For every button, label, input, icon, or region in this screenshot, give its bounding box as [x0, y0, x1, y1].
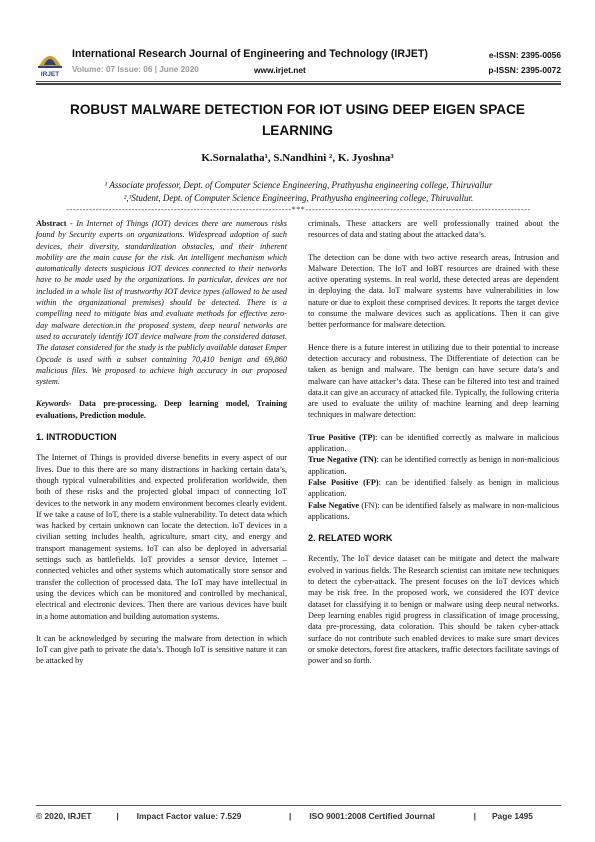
definition-true-negative: [308, 454, 559, 477]
footer-impact-factor: Impact Factor value: 7.529: [136, 811, 242, 821]
definition-label: False Positive (FP): [308, 477, 379, 487]
abstract-text: In Internet of Things (IOT) devices there are numerous risks found by Security experts on organizations. Widespread adoption of such devices, their diversity, standardization obstacles, and their inherent mobility are the main cause for the risk. An intelligent mechanism which automatically detects suspicious IOT devices connected to their networks have to be made used by the organizations. In particular, devices are not included in a whole list of trustworthy IOT device types (allowed to be used within the organizational premises) should be detected. There is a compelling need to mitigate bias and evaluate methods for effective zero-day malware detection.in the proposed system, deep neural networks are used to accurately identify IOT device malware from the considered dataset. The dataset considered for the study is the publicly available dataset Emper Opcode is used with a subset containing 70,410 benign and 69,860 malicious files. We proposed to achieve high accuracy in our proposed system.: [36, 219, 287, 387]
page-footer: [36, 811, 561, 821]
keywords: [36, 398, 287, 421]
paper-authors: K.Sornalatha¹, S.Nandhini ², K. Jyoshna³: [201, 152, 394, 164]
footer-divider: |: [116, 811, 119, 821]
abstract: [36, 218, 287, 387]
abstract-label: Abstract -: [36, 219, 73, 228]
intro-paragraph: It can be acknowledged by securing the malware from detection in which IoT can give path to private the data’s. Though IoT is sensitive nature it can be attacked by: [36, 633, 287, 666]
footer-iso: ISO 9001:2008 Certified Journal: [309, 811, 435, 821]
definition-false-negative: [308, 500, 559, 523]
affiliations: [36, 179, 561, 205]
header-rule-thick: [36, 83, 561, 85]
p-issn: p-ISSN: 2395-0072: [488, 65, 561, 75]
footer-divider: |: [473, 811, 476, 821]
definition-false-positive: [308, 477, 559, 500]
footer-rule: [36, 805, 561, 806]
body-paragraph: criminals. These attackers are well professionally trained about the resources of data and stating about the attacked data’s.: [308, 219, 559, 240]
intro-paragraph: The Internet of Things is provided diverse benefits in every aspect of our lives. Due to this there are so many distractions in hacking certain data’s, though typical vulnerabilities and expected proliferation worldwide, then both of these risks and the projected global impact of connecting IoT devices to the network in any modern environment becomes clearly evident. If we take a cause of IoT, there is a stable vulnerability. To detect data which was hacked by certain unknown can locate the detection. IoT devices in a civilian setting includes health, agriculture, smart city, and energy and transport management systems. IoT can also be deployed in adversarial settings such as battlefields. IoT provides a sensor device, Internet –connected vehicles and other systems which automatically store sensor and transfer the collection of processed data. The IoT may have intellectual in using the devices which can be monitored and controlled by mechanical, electrical and electronic devices. Then there are various devices have built in a home automation and building automation systems.: [36, 453, 287, 621]
related-work-paragraph: Recently, The IoT device dataset can be mitigate and detect the malware evolved in various fields. The Research scientist can imitate new techniques to detect the cyber-attack. The present focuses on the IoT devices which may be risk free. In the proposed work, we considered the IOT device dataset for classifying it to benign or malware using deep neural networks. Deep learning enables rigid progress in classification of image processing, data pre-processing, data coloration. This should be taken cyber-attack surface do not contribute such enabled devices to make sure smart devices or smoke detectors, forest fire attackers, traffic detectors facilitate savings of power and so forth.: [308, 554, 559, 666]
section-heading-introduction: 1. INTRODUCTION: [36, 432, 117, 443]
definition-text: (FN): can be identified falsely as malware in non-malicious applications.: [308, 500, 560, 521]
svg-text:IRJET: IRJET: [40, 71, 60, 78]
definition-true-positive: [308, 432, 559, 455]
header-rule: [36, 81, 561, 82]
keywords-text: Data pre-processing, Deep learning model, Training evaluations, Prediction module.: [36, 399, 287, 420]
section-separator: ---------------------------------------------------------------------***---------------------------------------------------------------------: [66, 205, 531, 214]
irjet-logo: [36, 44, 64, 78]
definition-label: False Negative: [308, 500, 360, 510]
keywords-label: Keywords-: [36, 399, 72, 409]
affiliation-1: ¹ Associate professor, Dept. of Computer Science Engineering, Prathyusha engineering college, Thiruvallur: [104, 180, 493, 190]
volume-issue: Volume: 07 Issue: 06 | June 2020: [72, 65, 199, 74]
paper-title: ROBUST MALWARE DETECTION FOR IOT USING DEEP EIGEN SPACE LEARNING: [70, 102, 525, 138]
footer-page-number: Page 1495: [491, 811, 533, 821]
affiliation-2: ²,³Student, Dept. of Computer Science Engineering, Prathyusha engineering college, Thiruvallur.: [123, 193, 474, 203]
definition-text: : can be identified correctly as benign in non-malicious application.: [308, 455, 559, 476]
journal-website[interactable]: www.irjet.net: [254, 65, 306, 75]
journal-header: [36, 44, 561, 82]
definition-label: True Negative (TN): [308, 455, 377, 465]
definition-text: : can be identified falsely as benign in malicious application.: [308, 477, 559, 499]
footer-copyright: © 2020, IRJET: [36, 811, 92, 821]
e-issn: e-ISSN: 2395-0056: [488, 50, 561, 60]
footer-divider: |: [288, 811, 292, 821]
definition-text: : can be identified correctly as malware in malicious application.: [308, 432, 559, 454]
journal-title: International Research Journal of Engineering and Technology (IRJET): [72, 48, 428, 60]
right-column: [308, 218, 559, 677]
body-paragraph: The detection can be done with two active research areas, Intrusion and Malware Detection. The IoT and IoBT resources are drained with these active operating systems. In real world, these detected areas are dependent in deploying the data. IoT malware systems have vulnerabilities in low nature or due to exploit these comprised devices. It reports the target device to consume the malware devices such as applications. Then it can give better performance for malware detection.: [308, 252, 559, 330]
body-paragraph: Hence there is a future interest in utilizing due to their potential to increase detection accuracy and robustness. The Differentiate of detection can be taken as benign and malware. The benign can have secure data’s and malware can have attacker’s data. These can be filtered into test and trained data.it can give an accuracy of attacked file. Typically, the following criteria are used to evaluate the utility of machine learning and deep learning techniques in malware detection:: [308, 342, 559, 420]
left-column: [36, 218, 287, 678]
section-heading-related-work: 2. RELATED WORK: [308, 533, 393, 544]
definition-label: True Positive (TP): [308, 432, 376, 442]
